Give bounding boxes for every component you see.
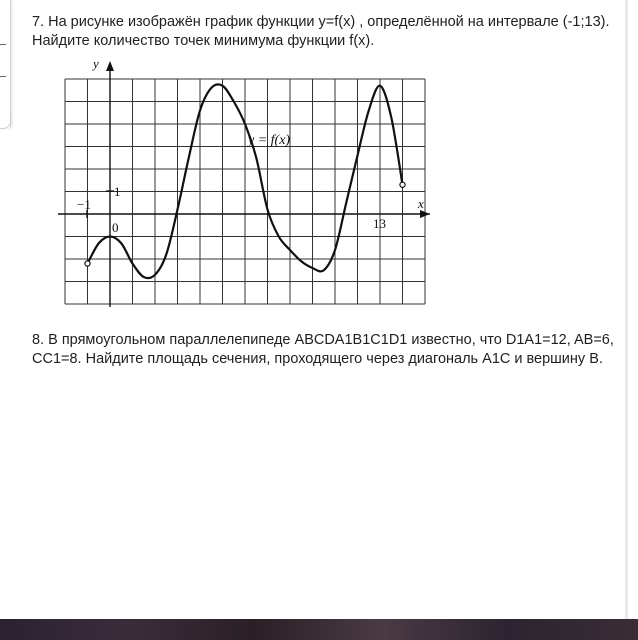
open-endpoint-left bbox=[85, 261, 90, 266]
y-axis-arrow bbox=[106, 61, 114, 71]
y-axis-label: y bbox=[93, 57, 99, 71]
x-axis-label: x bbox=[418, 196, 424, 211]
side-tick bbox=[0, 44, 6, 45]
side-panel-edge bbox=[0, 0, 11, 128]
page-right-edge bbox=[625, 0, 628, 619]
side-tick bbox=[0, 76, 6, 77]
side-panel-corner bbox=[0, 110, 11, 129]
problem-8-text: 8. В прямоугольном параллелепипеде ABCDA1B1C1D1 известно, что D1A1=12, AB=6, CC1=8. Найдите площадь сечения, проходящего через диагональ A1C и вершину B. bbox=[32, 332, 614, 367]
tick-label-minus-one: −1 bbox=[77, 197, 91, 212]
problem-7-text: 7. На рисунке изображён график функции y=f(x) , определённой на интервале (-1;13). Найдите количество точек минимума функции f(x). bbox=[32, 14, 610, 49]
tick-label-zero: 0 bbox=[112, 220, 119, 235]
function-label: y = f(x) bbox=[248, 133, 291, 148]
tick-label-one: 1 bbox=[114, 184, 121, 199]
tick-label-thirteen: 13 bbox=[373, 216, 386, 231]
open-endpoint-right bbox=[400, 182, 405, 187]
bottom-strip bbox=[0, 619, 638, 640]
function-graph bbox=[48, 57, 438, 309]
